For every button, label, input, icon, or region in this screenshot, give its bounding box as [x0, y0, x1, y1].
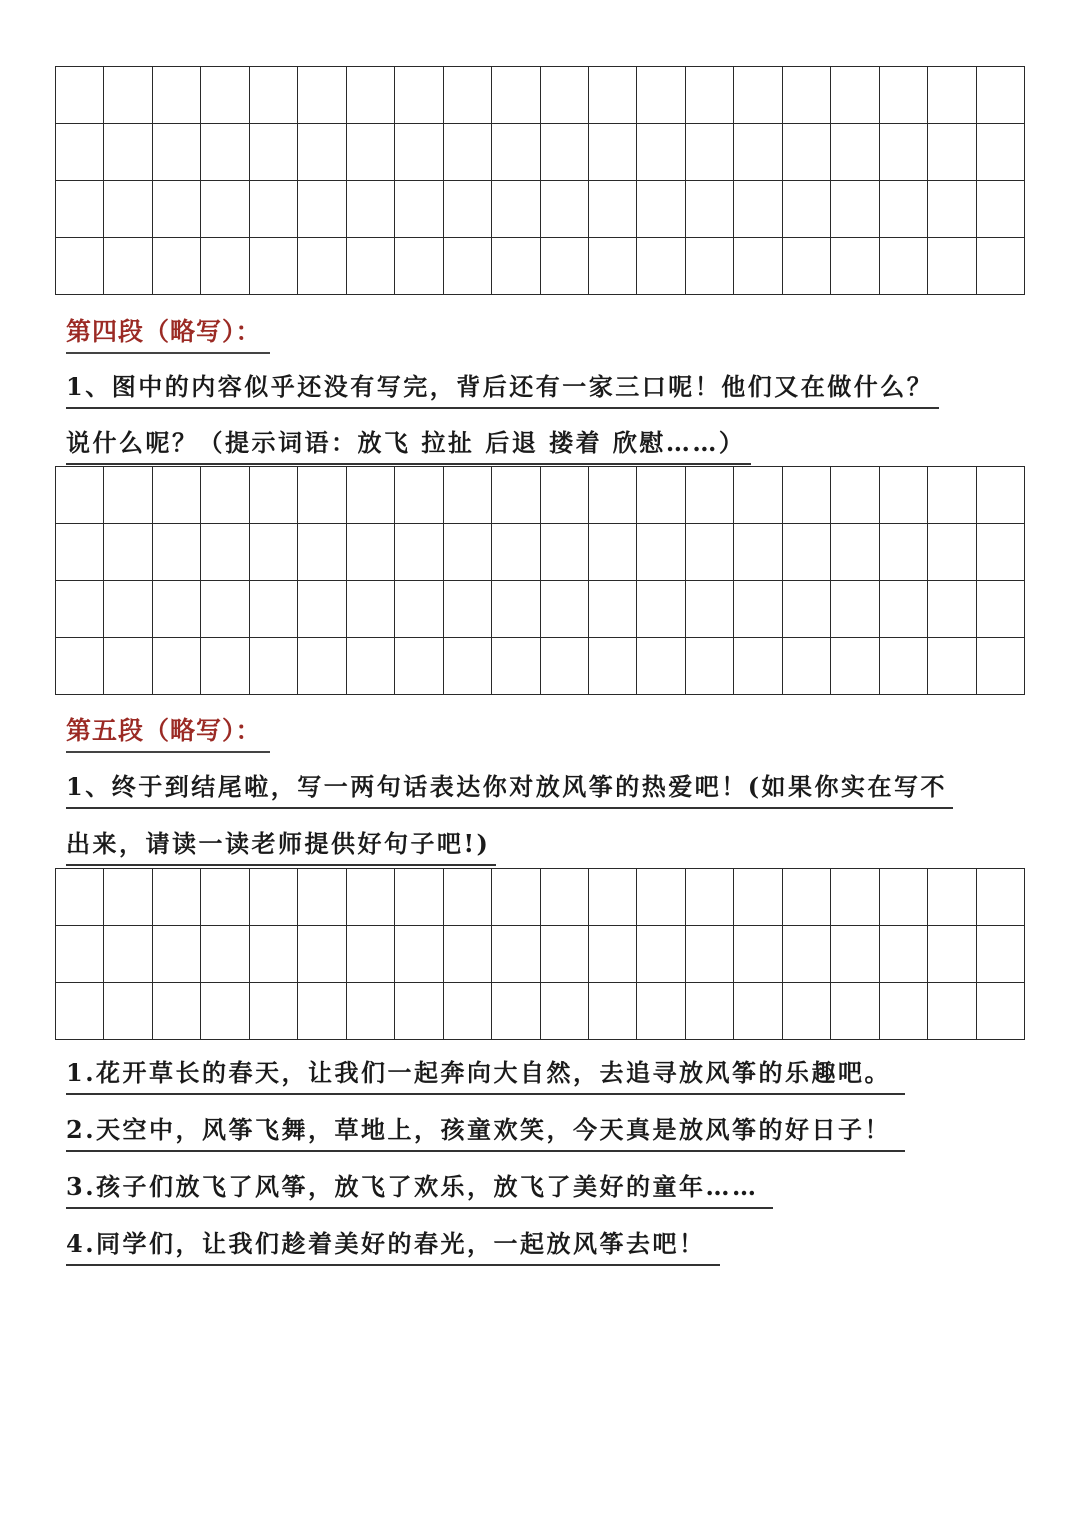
grid-cell[interactable] [298, 581, 346, 638]
grid-cell[interactable] [444, 581, 492, 638]
grid-cell[interactable] [56, 869, 104, 926]
grid-cell[interactable] [298, 926, 346, 983]
grid-cell[interactable] [541, 238, 589, 295]
grid-cell[interactable] [56, 638, 104, 695]
grid-cell[interactable] [153, 467, 201, 524]
grid-cell[interactable] [104, 124, 152, 181]
grid-cell[interactable] [783, 467, 831, 524]
section4-prompt-line2: 说什么呢？（提示词语：放飞 拉扯 后退 搂着 欣慰……） [66, 423, 751, 465]
grid-cell[interactable] [250, 467, 298, 524]
grid-cell[interactable] [347, 869, 395, 926]
grid-cell[interactable] [250, 181, 298, 238]
grid-cell[interactable] [686, 181, 734, 238]
grid-cell[interactable] [104, 238, 152, 295]
grid-cell[interactable] [880, 124, 928, 181]
grid-cell[interactable] [104, 181, 152, 238]
grid-cell[interactable] [589, 926, 637, 983]
grid-cell[interactable] [395, 638, 443, 695]
grid-cell[interactable] [444, 638, 492, 695]
grid-cell[interactable] [201, 124, 249, 181]
grid-cell[interactable] [928, 238, 976, 295]
grid-cell[interactable] [444, 926, 492, 983]
grid-cell[interactable] [831, 869, 879, 926]
grid-cell[interactable] [347, 983, 395, 1040]
grid-cell[interactable] [104, 581, 152, 638]
grid-cell[interactable] [637, 983, 685, 1040]
grid-cell[interactable] [444, 467, 492, 524]
grid-cell[interactable] [928, 926, 976, 983]
grid-cell[interactable] [734, 467, 782, 524]
grid-cell[interactable] [783, 638, 831, 695]
grid-cell[interactable] [977, 181, 1025, 238]
grid-cell[interactable] [395, 983, 443, 1040]
grid-cell[interactable] [347, 67, 395, 124]
grid-cell[interactable] [686, 581, 734, 638]
grid-cell[interactable] [201, 467, 249, 524]
section4-prompt-line1: 1、图中的内容似乎还没有写完，背后还有一家三口呢！他们又在做什么？ [66, 367, 939, 409]
grid-cell[interactable] [686, 524, 734, 581]
grid-cell[interactable] [686, 238, 734, 295]
grid-cell[interactable] [977, 869, 1025, 926]
grid-cell[interactable] [880, 581, 928, 638]
grid-cell[interactable] [977, 638, 1025, 695]
grid-cell[interactable] [395, 581, 443, 638]
grid-cell[interactable] [153, 926, 201, 983]
section5-prompt-line2: 出来，请读一读老师提供好句子吧!) [66, 824, 496, 866]
grid-cell[interactable] [298, 638, 346, 695]
grid-cell[interactable] [589, 67, 637, 124]
grid-cell[interactable] [444, 524, 492, 581]
grid-cell[interactable] [783, 926, 831, 983]
grid-cell[interactable] [104, 638, 152, 695]
grid-cell[interactable] [444, 869, 492, 926]
writing-grid-section4[interactable] [55, 466, 1025, 695]
grid-cell[interactable] [201, 926, 249, 983]
grid-cell[interactable] [104, 467, 152, 524]
grid-cell[interactable] [153, 983, 201, 1040]
grid-cell[interactable] [977, 238, 1025, 295]
grid-cell[interactable] [831, 67, 879, 124]
grid-cell[interactable] [395, 467, 443, 524]
writing-grid-top[interactable] [55, 66, 1025, 295]
grid-cell[interactable] [783, 124, 831, 181]
grid-cell[interactable] [492, 926, 540, 983]
grid-cell[interactable] [250, 638, 298, 695]
grid-cell[interactable] [686, 67, 734, 124]
grid-cell[interactable] [56, 67, 104, 124]
grid-cell[interactable] [104, 983, 152, 1040]
grid-cell[interactable] [104, 926, 152, 983]
grid-cell[interactable] [347, 124, 395, 181]
grid-cell[interactable] [734, 581, 782, 638]
grid-cell[interactable] [298, 181, 346, 238]
grid-cell[interactable] [56, 983, 104, 1040]
grid-cell[interactable] [880, 638, 928, 695]
grid-cell[interactable] [637, 581, 685, 638]
grid-cell[interactable] [153, 124, 201, 181]
grid-cell[interactable] [492, 124, 540, 181]
grid-cell[interactable] [928, 869, 976, 926]
grid-cell[interactable] [395, 67, 443, 124]
grid-cell[interactable] [298, 524, 346, 581]
grid-cell[interactable] [56, 124, 104, 181]
grid-cell[interactable] [589, 181, 637, 238]
grid-cell[interactable] [541, 467, 589, 524]
section5-heading: 第五段（略写）： [66, 711, 270, 753]
grid-cell[interactable] [347, 581, 395, 638]
grid-cell[interactable] [541, 524, 589, 581]
grid-cell[interactable] [589, 983, 637, 1040]
grid-cell[interactable] [686, 926, 734, 983]
grid-cell[interactable] [153, 181, 201, 238]
grid-cell[interactable] [637, 67, 685, 124]
grid-cell[interactable] [977, 67, 1025, 124]
sample-sentence-4: 4.同学们，让我们趁着美好的春光，一起放风筝去吧！ [66, 1224, 720, 1266]
grid-cell[interactable] [153, 524, 201, 581]
grid-cell[interactable] [153, 581, 201, 638]
grid-cell[interactable] [492, 181, 540, 238]
grid-cell[interactable] [734, 524, 782, 581]
grid-cell[interactable] [977, 467, 1025, 524]
grid-cell[interactable] [492, 638, 540, 695]
grid-cell[interactable] [637, 869, 685, 926]
grid-cell[interactable] [928, 181, 976, 238]
grid-cell[interactable] [492, 67, 540, 124]
grid-cell[interactable] [298, 238, 346, 295]
grid-cell[interactable] [831, 181, 879, 238]
grid-cell[interactable] [201, 67, 249, 124]
grid-cell[interactable] [734, 638, 782, 695]
grid-cell[interactable] [880, 926, 928, 983]
grid-cell[interactable] [831, 124, 879, 181]
grid-cell[interactable] [880, 181, 928, 238]
grid-cell[interactable] [444, 67, 492, 124]
grid-cell[interactable] [347, 238, 395, 295]
grid-cell[interactable] [928, 638, 976, 695]
grid-cell[interactable] [589, 124, 637, 181]
grid-cell[interactable] [637, 467, 685, 524]
grid-cell[interactable] [250, 983, 298, 1040]
grid-cell[interactable] [56, 238, 104, 295]
grid-cell[interactable] [347, 638, 395, 695]
grid-cell[interactable] [783, 581, 831, 638]
grid-cell[interactable] [541, 638, 589, 695]
grid-cell[interactable] [492, 238, 540, 295]
grid-cell[interactable] [347, 524, 395, 581]
grid-cell[interactable] [201, 581, 249, 638]
grid-cell[interactable] [201, 181, 249, 238]
grid-cell[interactable] [589, 638, 637, 695]
grid-cell[interactable] [250, 124, 298, 181]
grid-cell[interactable] [201, 983, 249, 1040]
grid-cell[interactable] [928, 524, 976, 581]
grid-cell[interactable] [298, 67, 346, 124]
grid-cell[interactable] [250, 581, 298, 638]
grid-cell[interactable] [395, 524, 443, 581]
grid-cell[interactable] [444, 124, 492, 181]
grid-cell[interactable] [298, 869, 346, 926]
grid-cell[interactable] [104, 869, 152, 926]
grid-cell[interactable] [153, 67, 201, 124]
grid-cell[interactable] [201, 869, 249, 926]
grid-cell[interactable] [492, 581, 540, 638]
grid-cell[interactable] [201, 524, 249, 581]
grid-cell[interactable] [298, 124, 346, 181]
section4-heading: 第四段（略写）： [66, 312, 270, 354]
grid-cell[interactable] [589, 467, 637, 524]
grid-cell[interactable] [928, 67, 976, 124]
grid-cell[interactable] [831, 638, 879, 695]
grid-cell[interactable] [56, 181, 104, 238]
grid-cell[interactable] [153, 638, 201, 695]
grid-cell[interactable] [686, 124, 734, 181]
grid-cell[interactable] [783, 67, 831, 124]
grid-cell[interactable] [734, 926, 782, 983]
grid-cell[interactable] [395, 238, 443, 295]
grid-cell[interactable] [831, 983, 879, 1040]
grid-cell[interactable] [880, 869, 928, 926]
grid-cell[interactable] [928, 983, 976, 1040]
grid-cell[interactable] [880, 467, 928, 524]
grid-cell[interactable] [56, 467, 104, 524]
grid-cell[interactable] [201, 638, 249, 695]
grid-cell[interactable] [541, 983, 589, 1040]
grid-cell[interactable] [444, 181, 492, 238]
grid-cell[interactable] [298, 983, 346, 1040]
grid-cell[interactable] [637, 926, 685, 983]
grid-cell[interactable] [880, 524, 928, 581]
grid-cell[interactable] [153, 869, 201, 926]
grid-cell[interactable] [541, 181, 589, 238]
grid-cell[interactable] [541, 869, 589, 926]
grid-cell[interactable] [977, 524, 1025, 581]
grid-cell[interactable] [783, 238, 831, 295]
grid-cell[interactable] [977, 581, 1025, 638]
grid-cell[interactable] [928, 467, 976, 524]
grid-cell[interactable] [589, 238, 637, 295]
grid-cell[interactable] [880, 238, 928, 295]
grid-cell[interactable] [444, 238, 492, 295]
grid-cell[interactable] [492, 983, 540, 1040]
grid-cell[interactable] [734, 124, 782, 181]
grid-cell[interactable] [637, 181, 685, 238]
grid-cell[interactable] [395, 926, 443, 983]
grid-cell[interactable] [734, 238, 782, 295]
grid-cell[interactable] [541, 581, 589, 638]
grid-cell[interactable] [637, 638, 685, 695]
grid-cell[interactable] [637, 524, 685, 581]
grid-cell[interactable] [395, 869, 443, 926]
grid-cell[interactable] [686, 983, 734, 1040]
grid-cell[interactable] [831, 926, 879, 983]
grid-cell[interactable] [686, 467, 734, 524]
grid-cell[interactable] [201, 238, 249, 295]
grid-cell[interactable] [104, 67, 152, 124]
grid-cell[interactable] [541, 926, 589, 983]
grid-cell[interactable] [637, 124, 685, 181]
grid-cell[interactable] [831, 524, 879, 581]
grid-cell[interactable] [637, 238, 685, 295]
grid-cell[interactable] [928, 124, 976, 181]
grid-cell[interactable] [104, 524, 152, 581]
grid-cell[interactable] [347, 926, 395, 983]
grid-cell[interactable] [298, 467, 346, 524]
section5-prompt-line1: 1、终于到结尾啦，写一两句话表达你对放风筝的热爱吧！(如果你实在写不 [66, 767, 953, 809]
grid-cell[interactable] [153, 238, 201, 295]
grid-cell[interactable] [831, 238, 879, 295]
grid-cell[interactable] [831, 467, 879, 524]
grid-cell[interactable] [783, 181, 831, 238]
grid-cell[interactable] [56, 524, 104, 581]
grid-cell[interactable] [880, 983, 928, 1040]
grid-cell[interactable] [686, 869, 734, 926]
grid-cell[interactable] [686, 638, 734, 695]
grid-cell[interactable] [734, 67, 782, 124]
grid-cell[interactable] [541, 124, 589, 181]
grid-cell[interactable] [395, 181, 443, 238]
grid-cell[interactable] [56, 926, 104, 983]
grid-cell[interactable] [395, 124, 443, 181]
grid-cell[interactable] [783, 983, 831, 1040]
sample-sentence-2: 2.天空中，风筝飞舞，草地上，孩童欢笑，今天真是放风筝的好日子！ [66, 1110, 905, 1152]
grid-cell[interactable] [250, 869, 298, 926]
grid-cell[interactable] [492, 869, 540, 926]
grid-cell[interactable] [492, 524, 540, 581]
grid-cell[interactable] [880, 67, 928, 124]
grid-cell[interactable] [589, 524, 637, 581]
grid-cell[interactable] [734, 181, 782, 238]
grid-cell[interactable] [831, 581, 879, 638]
writing-grid-section5[interactable] [55, 868, 1025, 1040]
sample-sentence-1: 1.花开草长的春天，让我们一起奔向大自然，去追寻放风筝的乐趣吧。 [66, 1053, 905, 1095]
grid-cell[interactable] [250, 524, 298, 581]
grid-cell[interactable] [250, 238, 298, 295]
grid-cell[interactable] [589, 869, 637, 926]
grid-cell[interactable] [347, 467, 395, 524]
grid-cell[interactable] [977, 926, 1025, 983]
grid-cell[interactable] [250, 67, 298, 124]
grid-cell[interactable] [444, 983, 492, 1040]
grid-cell[interactable] [783, 524, 831, 581]
grid-cell[interactable] [541, 67, 589, 124]
grid-cell[interactable] [783, 869, 831, 926]
grid-cell[interactable] [977, 124, 1025, 181]
grid-cell[interactable] [734, 983, 782, 1040]
grid-cell[interactable] [977, 983, 1025, 1040]
grid-cell[interactable] [250, 926, 298, 983]
grid-cell[interactable] [347, 181, 395, 238]
grid-cell[interactable] [734, 869, 782, 926]
grid-cell[interactable] [589, 581, 637, 638]
grid-cell[interactable] [56, 581, 104, 638]
sample-sentence-3: 3.孩子们放飞了风筝，放飞了欢乐，放飞了美好的童年…… [66, 1167, 773, 1209]
grid-cell[interactable] [492, 467, 540, 524]
grid-cell[interactable] [928, 581, 976, 638]
